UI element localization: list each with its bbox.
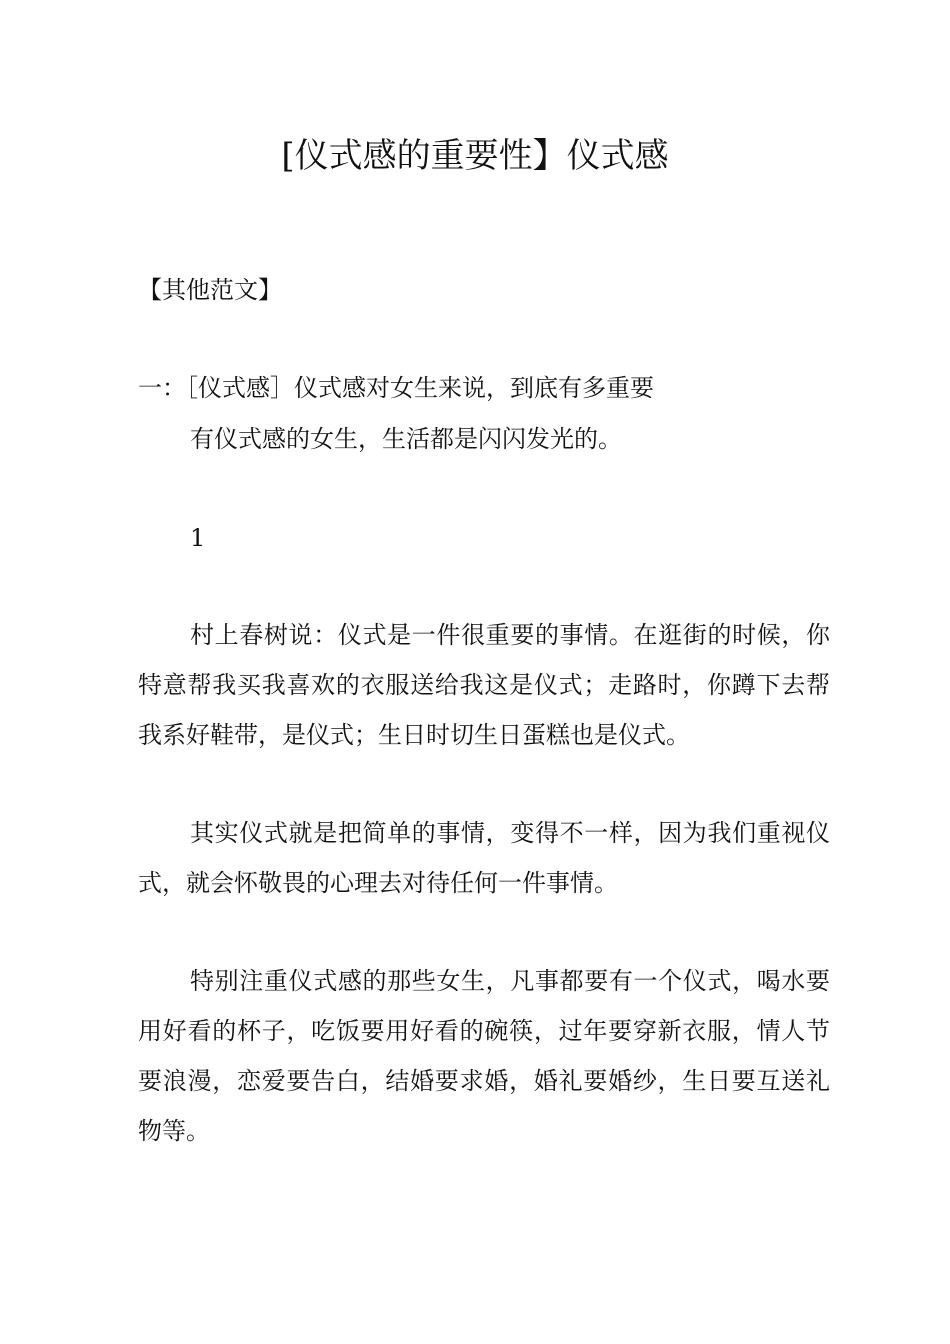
section-heading: 一：［仪式感］仪式感对女生来说，到底有多重要 bbox=[138, 374, 654, 402]
section-subheading: 有仪式感的女生，生活都是闪闪发光的。 bbox=[190, 425, 622, 453]
section-number: 1 bbox=[190, 524, 206, 552]
paragraph: 其实仪式就是把简单的事情，变得不一样，因为我们重视仪式，就会怀敬畏的心理去对待任何一件事情。 bbox=[138, 819, 830, 897]
paragraph: 特别注重仪式感的那些女生，凡事都要有一个仪式，喝水要用好看的杯子，吃饭要用好看的碗筷，过年要穿新衣服，情人节要浪漫，恋爱要告白，结婚要求婚，婚礼要婚纱，生日要互送礼物等。 bbox=[138, 967, 830, 1145]
section-label: 【其他范文】 bbox=[138, 276, 282, 304]
paragraph: 村上春树说：仪式是一件很重要的事情。在逛街的时候，你特意帮我买我喜欢的衣服送给我这是仪式；走路时，你蹲下去帮我系好鞋带，是仪式；生日时切生日蛋糕也是仪式。 bbox=[138, 621, 830, 749]
document-title: [仪式感的重要性】仪式感 bbox=[281, 136, 669, 176]
